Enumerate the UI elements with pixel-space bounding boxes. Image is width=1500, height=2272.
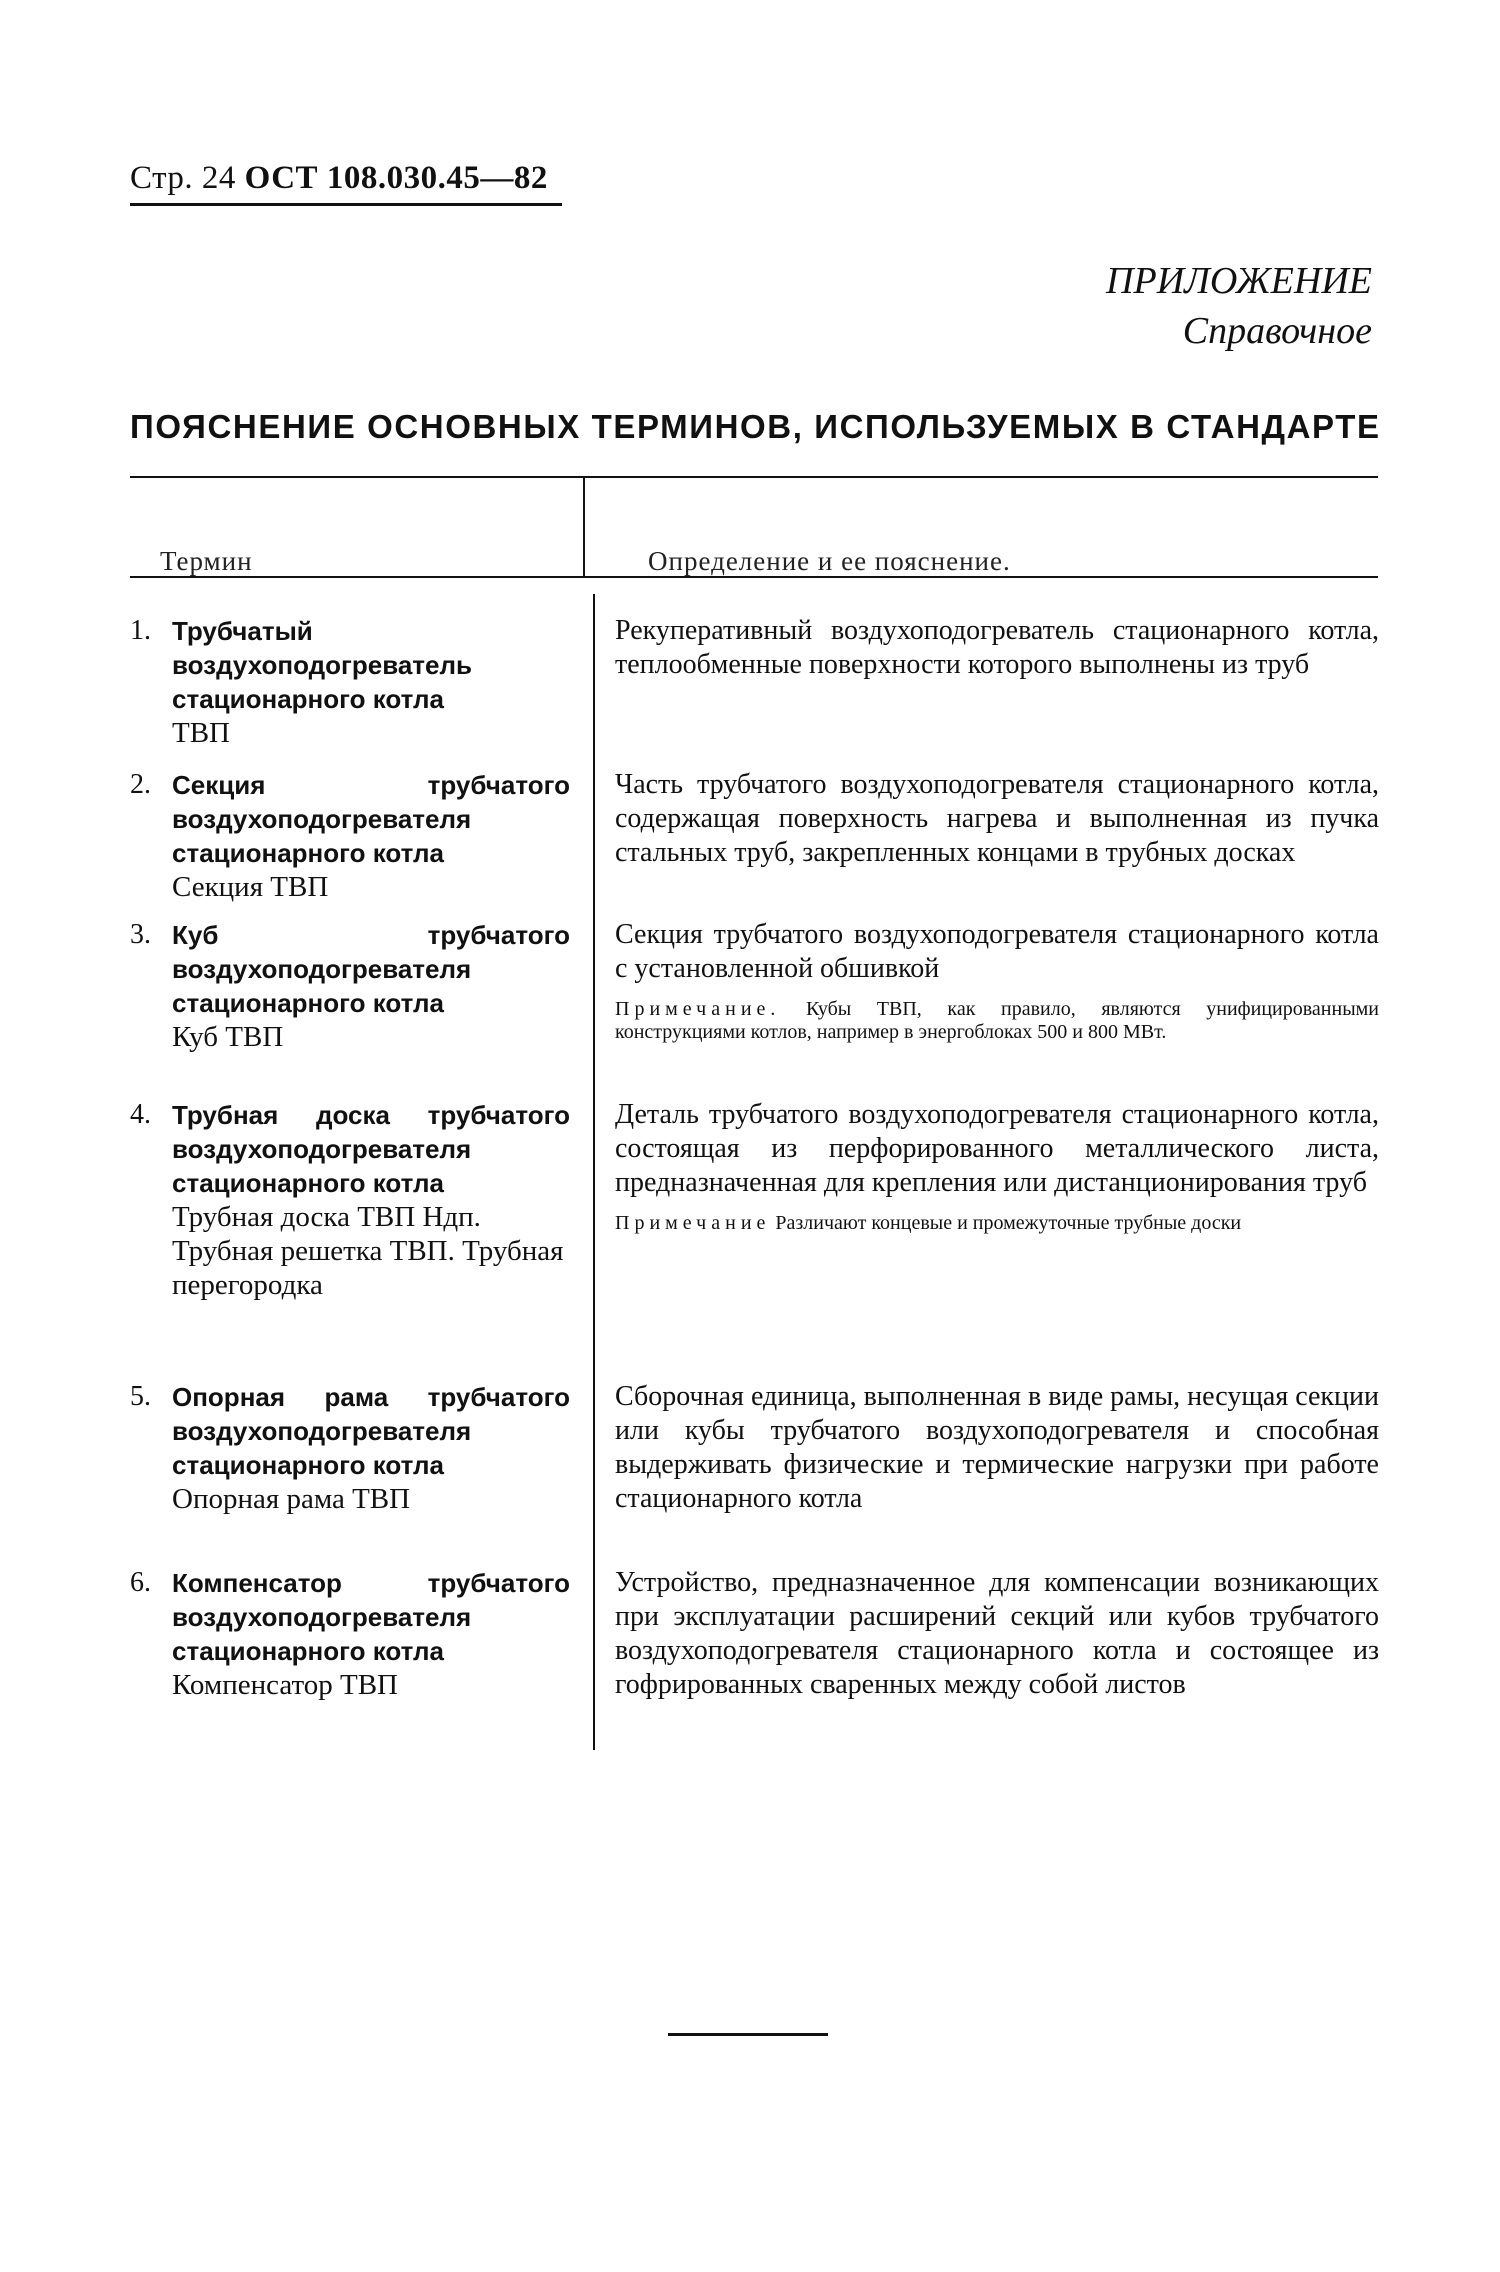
term-name: Компенсатор трубчатого воздухоподогревателя стационарного котла	[172, 1568, 570, 1666]
term-number: 2.	[130, 769, 151, 800]
term-cell	[130, 1566, 570, 1702]
term-abbreviation: Опорная рама ТВП	[172, 1483, 411, 1515]
definition-note	[615, 998, 1379, 1044]
term-number: 6.	[130, 1567, 151, 1598]
definition-note	[615, 1212, 1379, 1235]
term-cell	[130, 614, 570, 750]
column-header-term: Термин	[160, 546, 253, 576]
term-abbreviation: Компенсатор ТВП	[172, 1669, 398, 1701]
appendix-label	[1106, 256, 1372, 356]
end-divider	[668, 2033, 828, 2036]
term-name: Куб трубчатого воздухоподогревателя стационарного котла	[172, 920, 570, 1018]
term-name: Трубная доска трубчатого воздухоподогревателя стационарного котла	[172, 1100, 570, 1198]
term-number: 4.	[130, 1099, 151, 1130]
page-header	[130, 160, 562, 206]
table-top-rule	[130, 476, 1378, 478]
term-cell	[130, 918, 570, 1054]
definition-cell: Сборочная единица, выполненная в виде рамы, несущая секции или кубы трубчатого воздухоподогревателя и способная выдерживать физические и термические нагрузки при работе стационарного котла	[615, 1381, 1379, 1514]
term-abbreviation: Трубная доска ТВП Ндп. Трубная решетка ТВП. Трубная перегородка	[172, 1201, 564, 1301]
note-text: Различают концевые и промежуточные трубные доски	[775, 1212, 1242, 1234]
main-title: ПОЯСНЕНИЕ ОСНОВНЫХ ТЕРМИНОВ, ИСПОЛЬЗУЕМЫХ В СТАНДАРТЕ	[130, 408, 1381, 445]
note-label: Примечание	[615, 1212, 771, 1234]
appendix-title: ПРИЛОЖЕНИЕ	[1106, 260, 1372, 302]
term-name: Секция трубчатого воздухоподогревателя стационарного котла	[172, 770, 570, 868]
term-abbreviation: ТВП	[172, 717, 230, 749]
term-abbreviation: Куб ТВП	[172, 1021, 284, 1053]
definition-text: Деталь трубчатого воздухоподогревателя стационарного котла, состоящая из перфорированного металлического листа, предназначенная для крепления или дистанционирования труб	[615, 1099, 1379, 1198]
term-number: 3.	[130, 919, 151, 950]
term-name: Трубчатый воздухоподогреватель стационарного котла	[172, 616, 472, 714]
note-label: Примечание.	[615, 998, 781, 1020]
definition-text: Секция трубчатого воздухоподогревателя стационарного котла с установленной обшивкой	[615, 919, 1379, 984]
definition-cell: Устройство, предназначенное для компенсации возникающих при эксплуатации расширений секций или кубов трубчатого воздухоподогревателя стационарного котла и состоящее из гофрированных сваренных между собой листов	[615, 1567, 1379, 1700]
definition-cell	[615, 1098, 1379, 1235]
appendix-subtitle: Справочное	[1182, 310, 1372, 352]
definition-cell	[615, 918, 1379, 1044]
term-cell	[130, 768, 570, 904]
term-name: Опорная рама трубчатого воздухоподогревателя стационарного котла	[172, 1382, 570, 1480]
term-abbreviation: Секция ТВП	[172, 871, 329, 903]
definition-cell: Часть трубчатого воздухоподогревателя стационарного котла, содержащая поверхность нагрева и выполненная из пучка стальных труб, закрепленных концами в трубных досках	[615, 769, 1379, 868]
term-cell	[130, 1380, 570, 1516]
column-header-definition: Определение и ее пояснение.	[648, 546, 1011, 576]
term-number: 1.	[130, 615, 151, 646]
body-column-divider	[593, 594, 595, 1750]
note-text: Кубы ТВП, как правило, являются унифицированными конструкциями котлов, например в энергоблоках 500 и 800 МВт.	[615, 998, 1379, 1043]
term-number: 5.	[130, 1381, 151, 1412]
standard-code: ОСТ 108.030.45—82	[244, 160, 548, 196]
term-cell	[130, 1098, 570, 1302]
header-column-divider	[583, 476, 585, 576]
definition-cell: Рекуперативный воздухоподогреватель стационарного котла, теплообменные поверхности которого выполнены из труб	[615, 615, 1379, 680]
page-number: Стр. 24	[130, 160, 236, 196]
